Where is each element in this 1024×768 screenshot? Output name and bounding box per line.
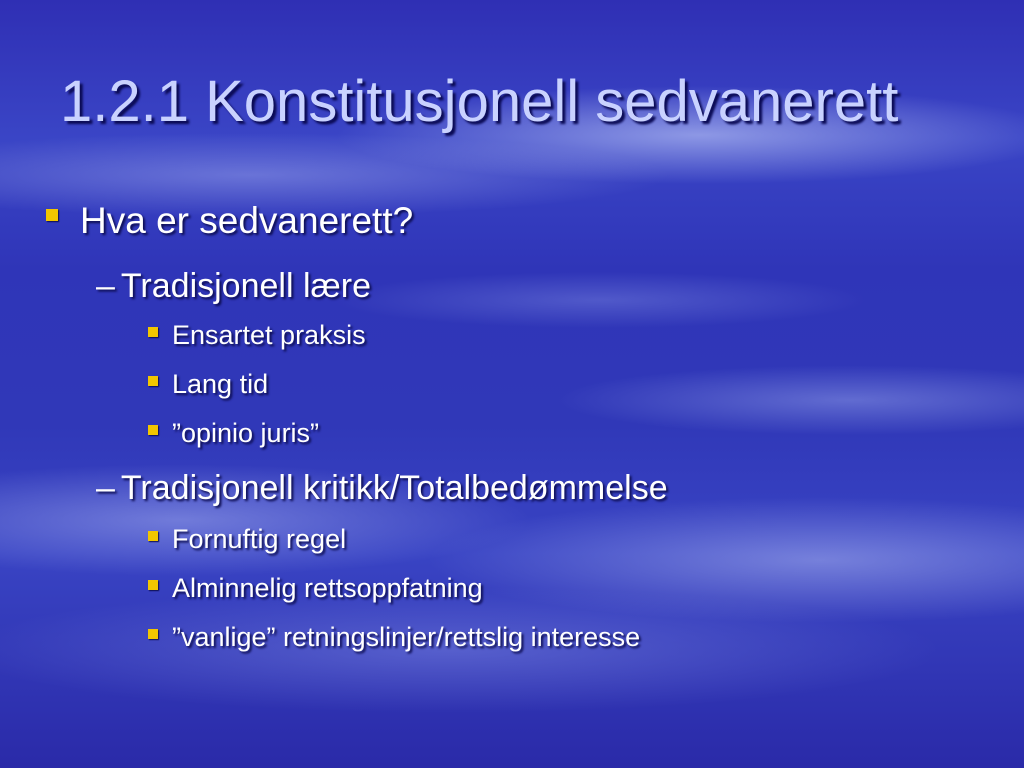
- square-bullet-icon: [148, 531, 158, 541]
- dash-bullet: –: [96, 267, 115, 305]
- bullet-text: Fornuftig regel: [172, 524, 347, 554]
- bullet-text: Tradisjonell kritikk/Totalbedømmelse: [120, 469, 668, 507]
- square-bullet-icon: [148, 376, 158, 386]
- bullet-level3: [148, 619, 640, 655]
- bullet-level2: [96, 466, 668, 510]
- bullet-level3: [148, 317, 366, 353]
- square-bullet-icon: [148, 327, 158, 337]
- slide-title: 1.2.1 Konstitusjonell sedvanerett: [60, 69, 899, 134]
- bullet-text: Ensartet praksis: [172, 320, 366, 350]
- bullet-text: Tradisjonell lære: [120, 267, 371, 305]
- bullet-level2: [96, 264, 371, 308]
- bullet-text: Alminnelig rettsoppfatning: [172, 573, 483, 603]
- bullet-text: ”vanlige” retningslinjer/rettslig interesse: [172, 622, 641, 652]
- dash-bullet: –: [96, 469, 115, 507]
- square-bullet-icon: [46, 209, 58, 221]
- bullet-text: ”opinio juris”: [172, 418, 320, 448]
- bullet-level3: [148, 366, 268, 402]
- bullet-level3: [148, 570, 483, 606]
- bullet-level3: [148, 415, 319, 451]
- bullet-level3: [148, 521, 346, 557]
- bullet-text: Hva er sedvanerett?: [80, 200, 414, 241]
- square-bullet-icon: [148, 425, 158, 435]
- bullet-level1: [46, 196, 413, 246]
- bullet-text: Lang tid: [172, 369, 269, 399]
- square-bullet-icon: [148, 580, 158, 590]
- square-bullet-icon: [148, 629, 158, 639]
